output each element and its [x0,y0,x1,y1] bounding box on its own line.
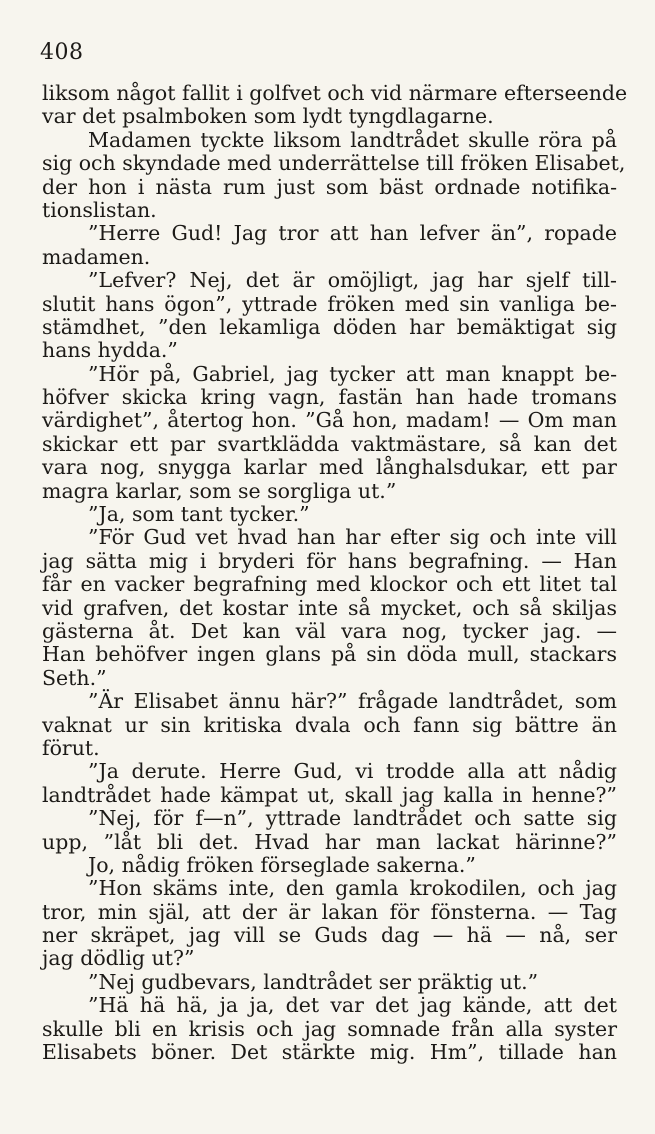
text-line: ”Är Elisabet ännu här?” frågade landtrådet, som [88,689,617,714]
text-line: ”Lefver? Nej, det är omöjligt, jag har sjelf till- [88,268,617,293]
text-line: ner skräpet, jag vill se Guds dag — hä — nå, ser [42,923,617,948]
text-line: liksom något fallit i golfvet och vid närmare efterseende [42,81,628,105]
text-line: ”Nej gudbevars, landtrådet ser präktig ut.” [88,969,539,994]
text-line: förut. [42,735,100,760]
text-line: höfver skicka kring vagn, fastän han hade tromans [42,385,617,410]
text-line: jag dödlig ut?” [42,946,195,971]
text-line: Seth.” [42,665,107,690]
text-line: tror, min själ, att der är lakan för fönsterna. — Tag [42,899,617,924]
text-line: der hon i nästa rum just som bäst ordnade notifika- [42,174,617,199]
text-line: ”Hon skäms inte, den gamla krokodilen, och jag [88,876,617,901]
body-text [42,81,628,1065]
text-line: magra karlar, som se sorgliga ut.” [42,478,397,503]
text-line: ”Herre Gud! Jag tror att han lefver än”, ropade [88,221,617,246]
text-line: hans hydda.” [42,338,178,363]
text-line: sig och skyndade med underrättelse till fröken Elisabet, [42,151,626,176]
text-line: Madamen tyckte liksom landtrådet skulle röra på [88,127,617,152]
text-line: ”Hä hä hä, ja ja, det var det jag kände, att det [88,993,617,1018]
text-line: vaknat ur sin kritiska dvala och fann sig bättre än [42,712,617,737]
text-line: ”Ja derute. Herre Gud, vi trodde alla att nådig [88,759,617,784]
text-line: gästerna åt. Det kan väl vara nog, tycker jag. — [42,618,617,643]
text-line: tionslistan. [42,197,157,222]
text-line: skulle bli en krisis och jag somnade från alla syster [42,1016,617,1041]
text-line: madamen. [42,244,151,269]
text-line: jag sätta mig i bryderi för hans begrafning. — Han [42,548,617,573]
page-number: 408 [40,40,84,65]
text-line: vid grafven, det kostar inte så mycket, och så skiljas [42,595,617,620]
text-line: stämdhet, ”den lekamliga döden har bemäktigat sig [42,314,617,339]
text-line: landtrådet hade kämpat ut, skall jag kalla in henne?” [42,782,617,807]
text-line: upp, ”låt bli det. Hvad har man lackat härinne?” [42,829,617,854]
text-line: skickar ett par svartklädda vaktmästare, så kan det [42,431,617,456]
text-line: slutit hans ögon”, yttrade fröken med sin vanliga be- [42,291,617,316]
text-line: Han behöfver ingen glans på sin döda mull, stackars [42,642,617,667]
text-line: vara nog, snygga karlar med långhalsdukar, ett par [42,455,617,480]
text-line: var det psalmboken som lydt tyngdlagarne. [42,104,494,129]
text-line: ”För Gud vet hvad han har efter sig och inte vill [88,525,617,550]
text-line: Jo, nådig fröken förseglade sakerna.” [88,852,476,877]
text-line: får en vacker begrafning med klockor och ett litet tal [42,572,617,597]
text-line: ”Hör på, Gabriel, jag tycker att man knappt be- [88,361,617,386]
text-line: ”Ja, som tant tycker.” [88,502,310,527]
text-line: ”Nej, för f—n”, yttrade landtrådet och satte sig [88,806,617,831]
text-line: värdighet”, återtog hon. ”Gå hon, madam! — Om man [42,408,617,433]
text-line: Elisabets böner. Det stärkte mig. Hm”, tillade han [42,1040,617,1065]
